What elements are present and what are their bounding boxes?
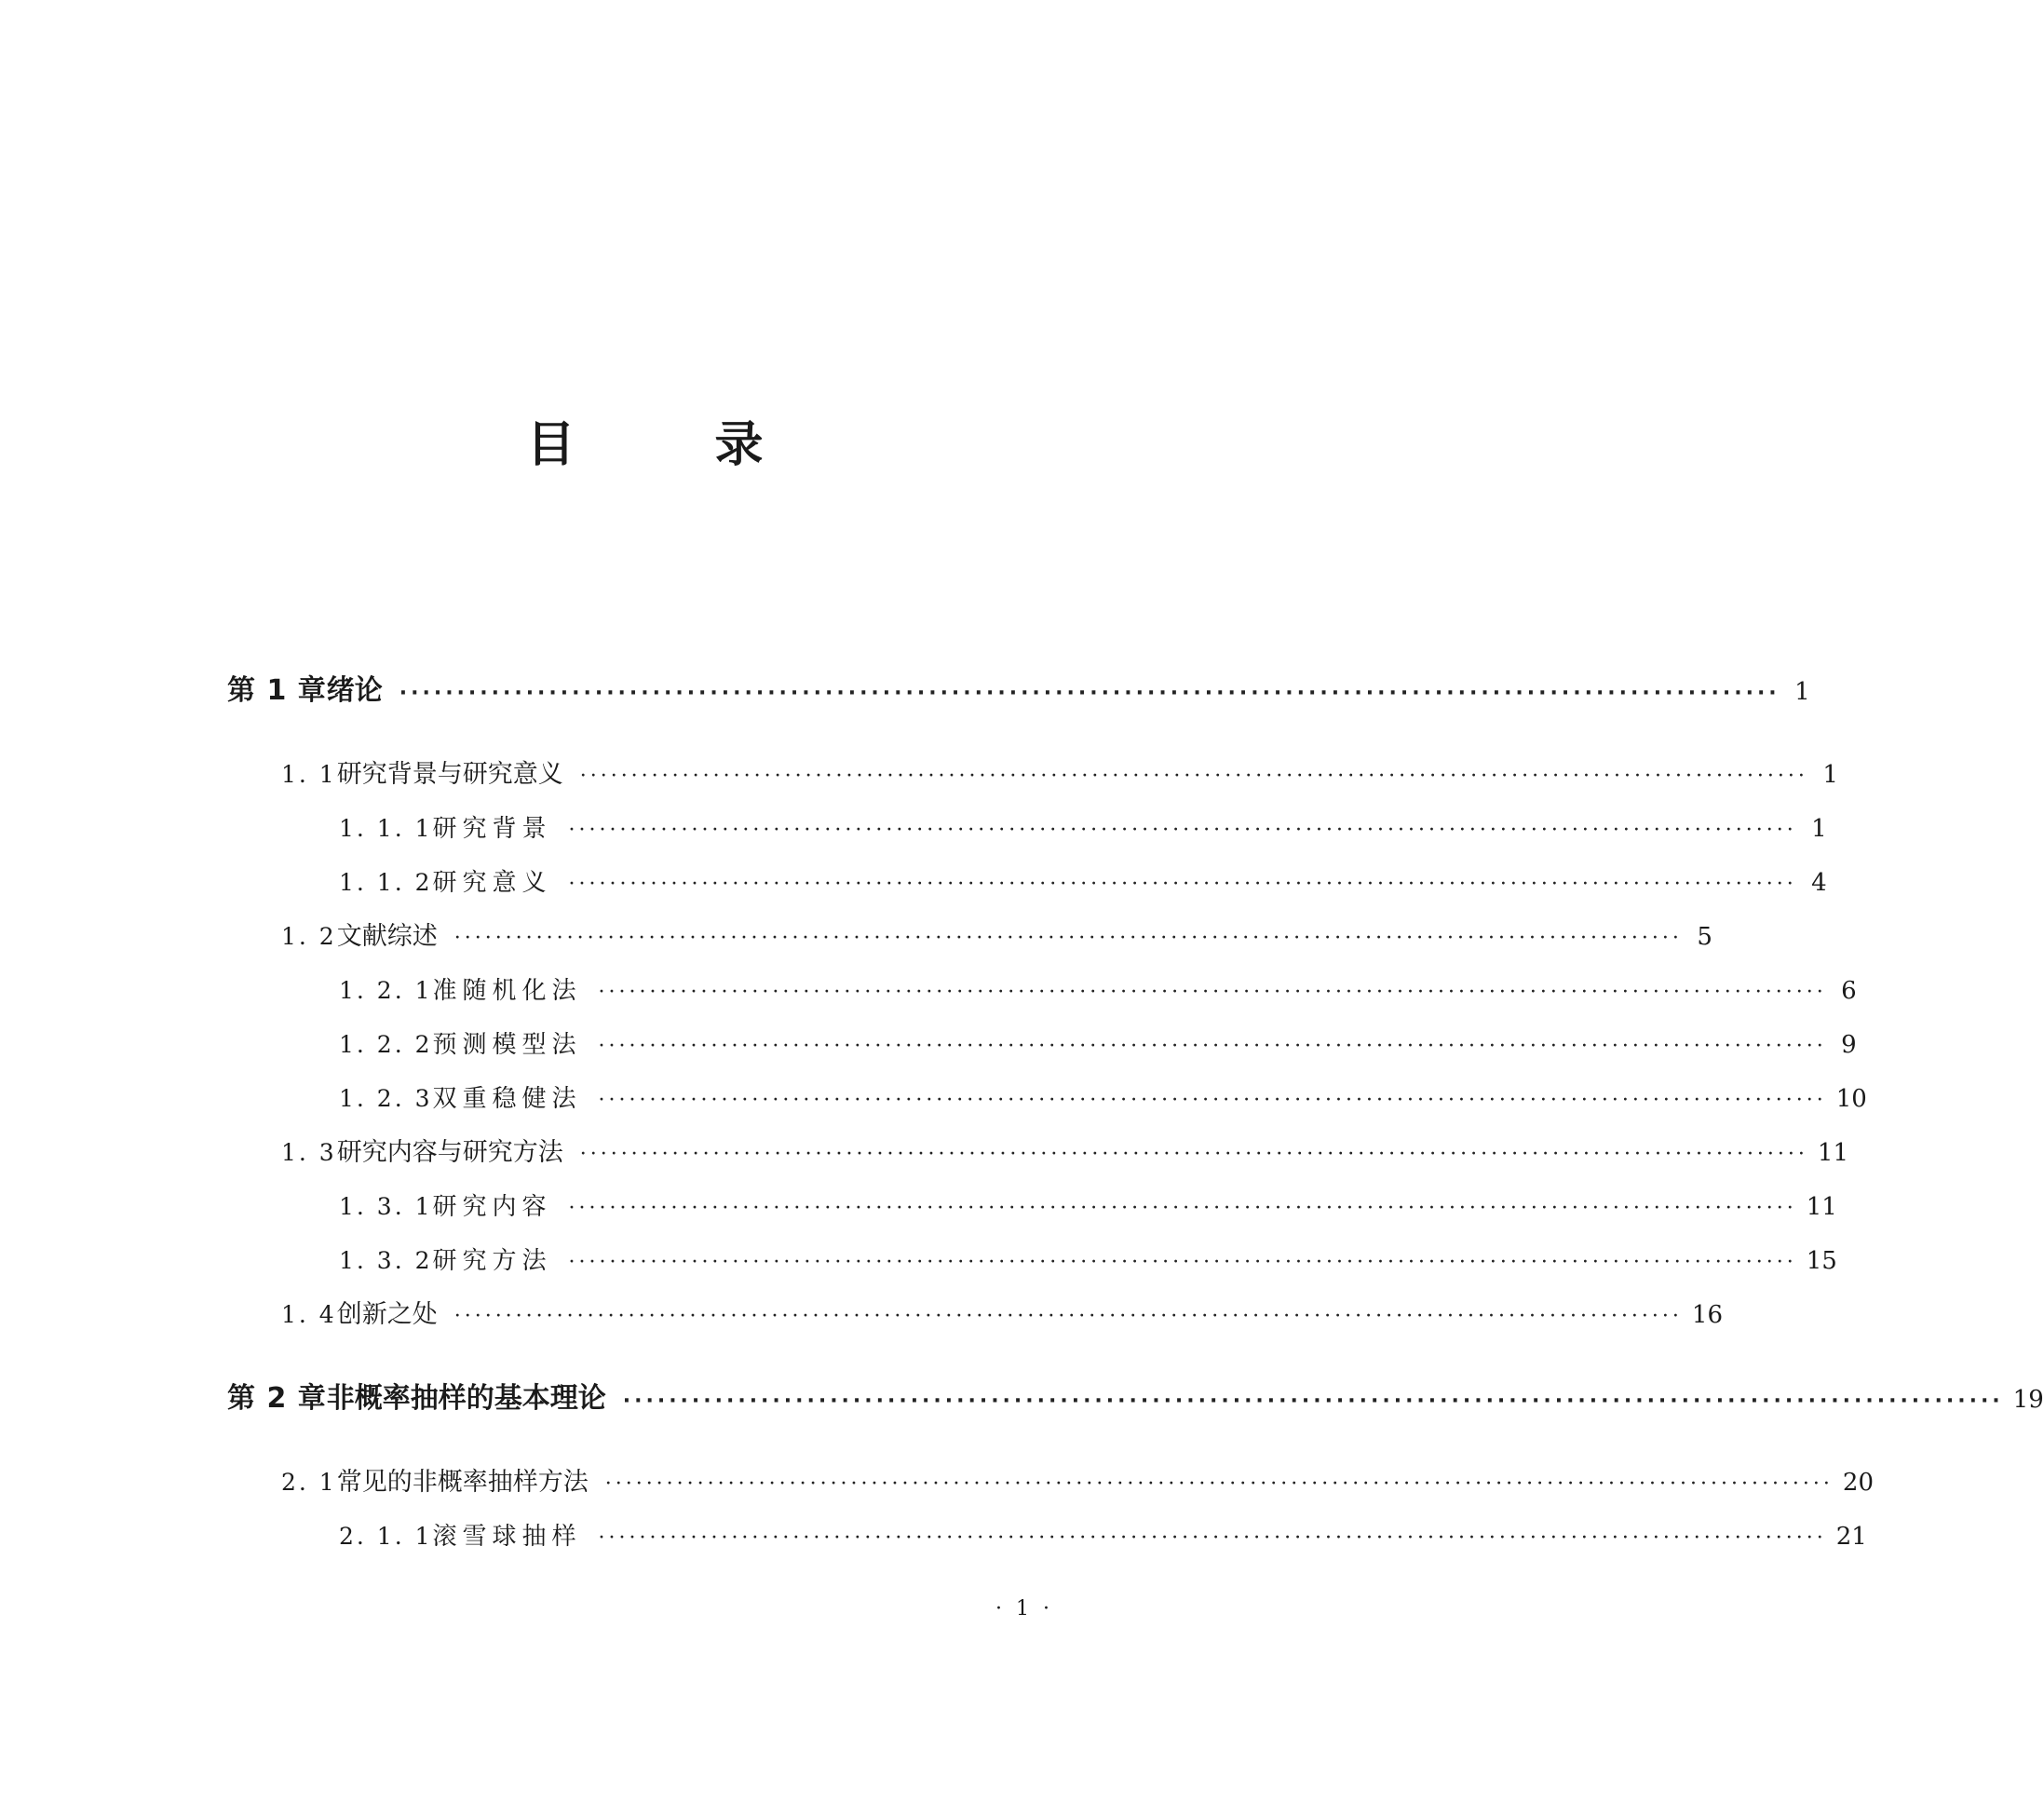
- page-title-char-2: 录: [714, 417, 764, 473]
- toc-subsection-entry[interactable]: [339, 810, 1827, 848]
- toc-entry-title: 准随机化法: [432, 977, 582, 1005]
- toc-entry-page: 4: [1811, 869, 1827, 897]
- toc-dot-leader: ························································································································: [598, 1035, 1827, 1058]
- toc-dot-leader: ························································································································: [399, 682, 1780, 705]
- toc-entry-number: 1. 3. 2: [339, 1247, 433, 1274]
- toc-entry-title: 文献综述: [336, 922, 438, 951]
- toc-section-entry[interactable]: [281, 1134, 1848, 1172]
- toc-entry-title: 研究背景与研究意义: [336, 760, 563, 789]
- toc-entry-page: 15: [1806, 1247, 1837, 1275]
- toc-entry-page: 20: [1842, 1469, 1874, 1497]
- toc-dot-leader: ························································································································: [598, 981, 1827, 1004]
- toc-entry-title: 研究背景: [432, 815, 552, 843]
- toc-entry-title: 常见的非概率抽样方法: [336, 1468, 589, 1497]
- toc-dot-leader: ························································································································: [453, 927, 1683, 950]
- toc-entry-title: 研究内容: [432, 1193, 552, 1221]
- toc-subsection-entry[interactable]: [339, 972, 1857, 1010]
- toc-entry-page: 1: [1794, 678, 1810, 706]
- toc-dot-leader: ························································································································: [568, 1197, 1797, 1220]
- toc-entry-number: 1. 1. 1: [339, 815, 433, 842]
- toc-entry-number: 1. 2. 3: [339, 1085, 433, 1112]
- toc-subsection-entry[interactable]: [339, 864, 1827, 902]
- toc-entry-title: 研究意义: [432, 869, 552, 897]
- toc-dot-leader: ························································································································: [568, 1251, 1797, 1274]
- toc-entry-page: 1: [1811, 815, 1827, 843]
- toc-subsection-entry[interactable]: [339, 1518, 1867, 1555]
- toc-entry-title: 研究内容与研究方法: [336, 1138, 563, 1167]
- toc-entry-title: 研究方法: [432, 1247, 552, 1275]
- toc-entry-number: 第 2 章: [227, 1382, 327, 1415]
- toc-section-entry[interactable]: [281, 756, 1838, 793]
- toc-entry-page: 6: [1841, 977, 1857, 1005]
- page-title: [0, 417, 1290, 473]
- toc-entry-number: 1. 1: [281, 761, 337, 788]
- toc-entry-title: 创新之处: [336, 1300, 438, 1329]
- toc-dot-leader: ························································································································: [622, 1390, 2004, 1413]
- toc-chapter-entry[interactable]: [227, 1380, 2044, 1417]
- toc-dot-leader: ························································································································: [579, 1143, 1808, 1166]
- toc-subsection-entry[interactable]: [339, 1242, 1837, 1280]
- page-title-char-1: 目: [526, 417, 575, 473]
- toc-section-entry[interactable]: [281, 918, 1712, 956]
- toc-entry-page: 16: [1691, 1301, 1723, 1329]
- toc-entry-number: 1. 1. 2: [339, 869, 433, 896]
- toc-entry-number: 第 1 章: [227, 674, 327, 707]
- toc-subsection-entry[interactable]: [339, 1026, 1857, 1064]
- toc-entry-page: 11: [1817, 1139, 1848, 1167]
- toc-entry-page: 9: [1841, 1031, 1857, 1059]
- toc-entry-title: 绪论: [326, 674, 383, 707]
- toc-entry-number: 2. 1. 1: [339, 1523, 433, 1550]
- toc-entry-title: 双重稳健法: [432, 1085, 582, 1113]
- toc-entry-title: 预测模型法: [432, 1031, 582, 1059]
- toc-entry-page: 21: [1835, 1523, 1867, 1551]
- toc-dot-leader: ························································································································: [598, 1089, 1827, 1112]
- toc-dot-leader: ························································································································: [598, 1526, 1827, 1550]
- toc-entry-number: 1. 3. 1: [339, 1193, 433, 1220]
- toc-dot-leader: ························································································································: [604, 1472, 1834, 1496]
- toc-entry-number: 1. 2. 2: [339, 1031, 433, 1058]
- toc-dot-leader: ························································································································: [453, 1305, 1683, 1328]
- page-number: · 1 ·: [995, 1597, 1053, 1621]
- toc-entry-number: 1. 2: [281, 923, 337, 950]
- toc-entry-number: 1. 3: [281, 1139, 337, 1166]
- toc-dot-leader: ························································································································: [568, 873, 1797, 896]
- toc-entry-page: 1: [1822, 761, 1838, 789]
- toc-entry-page: 10: [1835, 1085, 1867, 1113]
- toc-entry-title: 滚雪球抽样: [432, 1523, 582, 1551]
- toc-dot-leader: ························································································································: [568, 819, 1797, 842]
- toc-section-entry[interactable]: [281, 1296, 1723, 1334]
- toc-entry-number: 1. 4: [281, 1301, 337, 1328]
- toc-dot-leader: ························································································································: [579, 765, 1808, 788]
- toc-entry-page: 11: [1806, 1193, 1837, 1221]
- toc-entry-title: 非概率抽样的基本理论: [326, 1382, 606, 1415]
- toc-entry-number: 2. 1: [281, 1469, 337, 1496]
- toc-entry-page: 5: [1697, 923, 1712, 951]
- toc-subsection-entry[interactable]: [339, 1188, 1837, 1226]
- toc-entry-page: 19: [2012, 1386, 2044, 1414]
- toc-section-entry[interactable]: [281, 1464, 1874, 1501]
- toc-subsection-entry[interactable]: [339, 1080, 1867, 1118]
- toc-chapter-entry[interactable]: [227, 672, 1810, 710]
- toc-entry-number: 1. 2. 1: [339, 977, 433, 1004]
